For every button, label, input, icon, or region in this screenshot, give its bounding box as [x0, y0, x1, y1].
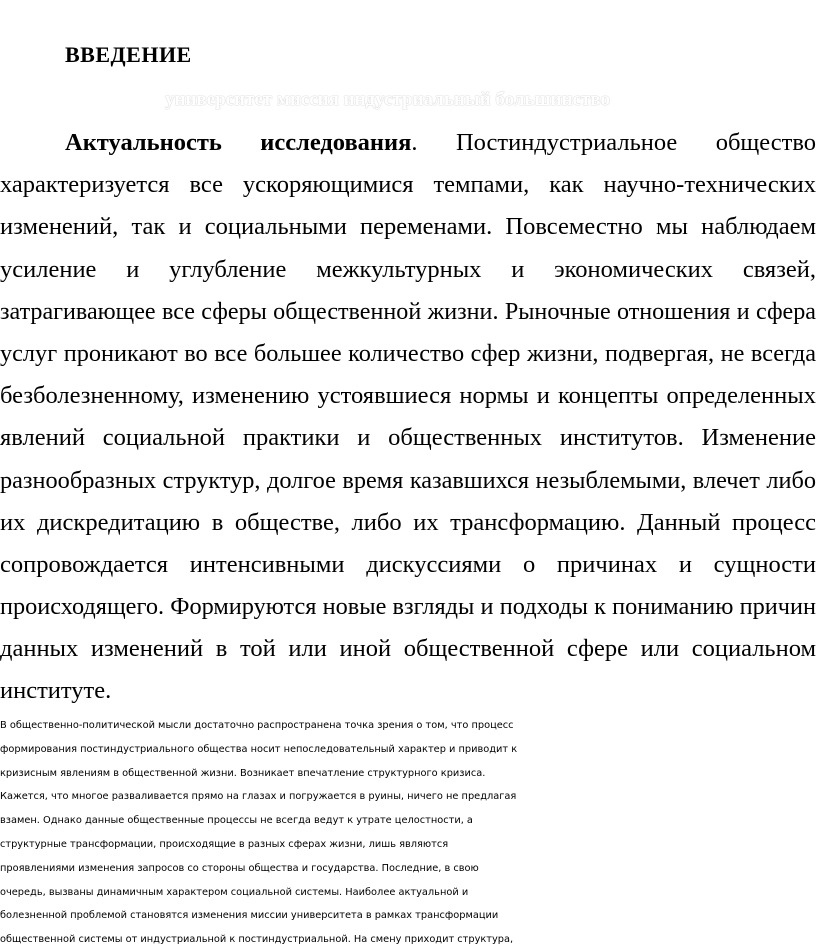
paragraph-line: безболезненному, изменению устоявшиеся нормы и концепты определенных [0, 382, 816, 410]
paragraph-line: изменений, так и социальными переменами. Повсеместно мы наблюдаем [0, 213, 816, 241]
relevance-label: Актуальность исследования [65, 129, 412, 156]
paragraph-line: институте. [0, 677, 112, 705]
paragraph-line: разнообразных структур, долгое время казавшихся незыблемыми, влечет либо [0, 466, 816, 494]
paragraph-line: общественной системы от индустриальной к постиндустриальной. На смену приходит структура, [0, 934, 514, 946]
paragraph-line: болезненной проблемой становятся изменения миссии университета в рамках трансформации [0, 910, 499, 922]
paragraph-line: данных изменений в той или иной общественной сфере или социальном [0, 635, 816, 663]
paragraph-line: затрагивающее все сферы общественной жизни. Рыночные отношения и сфера [0, 298, 816, 325]
paragraph-line: происходящего. Формируются новые взгляды и подходы к пониманию причин [0, 593, 816, 621]
document-heading: ВВЕДЕНИЕ [65, 42, 192, 67]
paragraph-line: сопровождается интенсивными дискуссиями о причинах и сущности [0, 550, 816, 578]
paragraph-line [65, 122, 816, 164]
paragraph-line: услуг проникают во все большее количество сфер жизни, подвергая, не всегда [0, 339, 816, 367]
paragraph-line: усиление и углубление межкультурных и экономических связей, [0, 255, 816, 283]
paragraph-line: Кажется, что многое разваливается прямо на глазах и погружается в руины, ничего не предлагая [0, 791, 517, 803]
paragraph-line: проявлениями изменения запросов со стороны общества и государства. Последние, в свою [0, 862, 479, 874]
line-text: . Постиндустриальное общество [411, 129, 816, 156]
paragraph-line: В общественно-политической мысли достаточно распространена точка зрения о том, что процесс [0, 720, 514, 731]
paragraph-line: структурные трансформации, происходящие в разных сферах жизни, лишь являются [0, 838, 449, 850]
paragraph-line: кризисным явлениям в общественной жизни. Возникает впечатление структурного кризиса. [0, 767, 486, 779]
paragraph-line: явлений социальной практики и общественных институтов. Изменение [0, 424, 816, 452]
faint-watermark-text: университет миссия индустриальный большинство [165, 89, 610, 110]
paragraph-line: формирования постиндустриального общества носит непоследовательный характер и приводит к [0, 743, 518, 755]
paragraph-line: взамен. Однако данные общественные процессы не всегда ведут к утрате целостности, а [0, 815, 473, 827]
paragraph-line: характеризуется все ускоряющимися темпами, как научно-технических [0, 171, 816, 199]
paragraph-line: очередь, вызваны динамичным характером социальной системы. Наиболее актуальной и [0, 886, 469, 898]
paragraph-line: их дискредитацию в обществе, либо их трансформацию. Данный процесс [0, 508, 816, 536]
second-paragraph [0, 714, 816, 952]
introduction-paragraph [0, 122, 816, 713]
